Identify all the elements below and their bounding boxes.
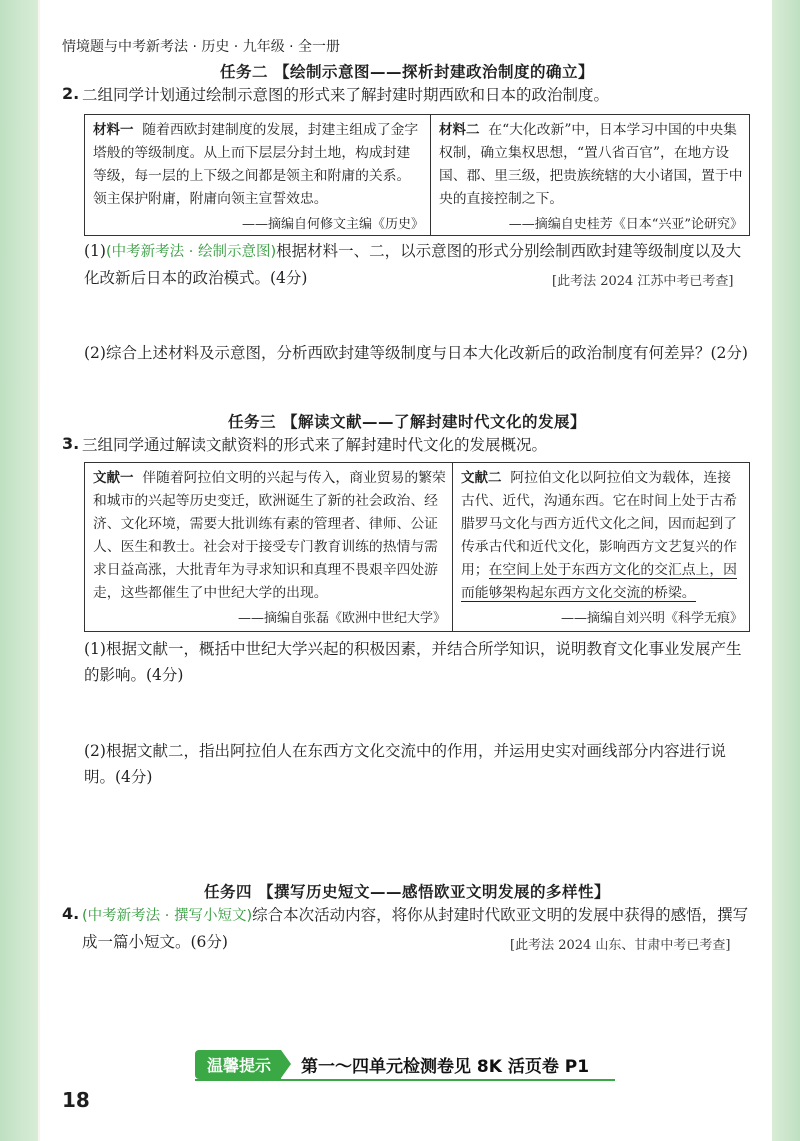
task4-title: 任务四 【撰写历史短文——感悟欧亚文明发展的多样性】	[204, 883, 610, 901]
document-2-underlined-text: 在空间上处于东西方文化的交汇点上，因而能够架构起东西方文化交流的桥梁。	[461, 562, 737, 601]
document-1	[85, 463, 453, 631]
document-box-task3	[84, 462, 750, 632]
task2-subquestion-2: (2)综合上述材料及示意图，分析西欧封建等级制度与日本大化改新后的政治制度有何差异？(2分)	[84, 344, 748, 362]
exam-note-shandong-gansu: [此考法 2024 山东、甘肃中考已考查]	[510, 938, 731, 953]
document-1-label: 文献一	[93, 470, 134, 486]
question-2-number: 2.	[62, 84, 80, 103]
task3-title: 任务三 【解读文献——了解封建时代文化的发展】	[228, 413, 586, 431]
document-1-text: 伴随着阿拉伯文明的兴起与传入，商业贸易的繁荣和城市的兴起等历史变迁，欧洲诞生了新的社会政治、经济、文化环境，需要大批训练有素的管理者、律师、公证人、医生和教士。社会对于接受专门教育训练的热情与需求日益高涨，大批青年为寻求知识和真理不畏艰辛四处游走，这些都催生了中世纪大学的出现。	[93, 470, 446, 601]
exam-note-jiangsu: [此考法 2024 江苏中考已考查]	[552, 274, 734, 289]
tip-underline	[195, 1079, 615, 1081]
tip-text: 第一～四单元检测卷见 8K 活页卷 P1	[301, 1057, 590, 1077]
left-margin-stripe	[0, 0, 38, 1141]
tip-badge: 温馨提示	[195, 1050, 281, 1079]
question-3-number: 3.	[62, 434, 80, 453]
question-4-number: 4.	[62, 904, 80, 923]
task2-sub1-number: (1)	[84, 242, 106, 260]
material-1-label: 材料一	[93, 122, 134, 138]
new-method-tag-essay: (中考新考法 · 撰写小短文)	[82, 908, 253, 924]
page-number: 18	[62, 1088, 90, 1112]
new-method-tag-diagram: (中考新考法 · 绘制示意图)	[105, 244, 277, 260]
document-1-source: ——摘编自张磊《欧洲中世纪大学》	[237, 611, 446, 626]
task3-subquestion-1: (1)根据文献一，概括中世纪大学兴起的积极因素，并结合所学知识，说明教育文化事业发展产生的影响。(4分)	[84, 640, 742, 684]
material-2-source: ——摘编自史桂芳《日本“兴亚”论研究》	[508, 217, 743, 232]
question-2-text: 二组同学计划通过绘制示意图的形式来了解封建时期西欧和日本的政治制度。	[82, 86, 610, 104]
document-2-source: ——摘编自刘兴明《科学无痕》	[560, 611, 743, 626]
question-4-text: 综合本次活动内容，将你从封建时代欧亚文明的发展中获得的感悟，撰写成一篇小短文。(6分)	[82, 906, 749, 951]
document-2	[453, 463, 749, 631]
material-2	[431, 115, 749, 235]
tip-banner	[195, 1050, 589, 1079]
material-2-label: 材料二	[439, 122, 480, 138]
material-1-source: ——摘编自何修文主编《历史》	[241, 217, 424, 232]
material-1	[85, 115, 431, 235]
task2-sub1-text: 根据材料一、二，以示意图的形式分别绘制西欧封建等级制度以及大化改新后日本的政治模式。(4分)	[84, 242, 742, 287]
question-3-text: 三组同学通过解读文献资料的形式来了解封建时代文化的发展概况。	[82, 436, 548, 454]
material-1-text: 随着西欧封建制度的发展，封建主组成了金字塔般的等级制度。从上而下层层分封土地，构成封建等级，每一层的上下级之间都是领主和附庸的关系。领主保护附庸，附庸向领主宣誓效忠。	[93, 122, 419, 207]
material-box-task2	[84, 114, 750, 236]
running-header: 情境题与中考新考法 · 历史 · 九年级 · 全一册	[62, 39, 341, 55]
material-2-text: 在“大化改新”中，日本学习中国的中央集权制，确立集权思想，“置八省百官”，在地方设国、郡、里三级，把贵族统辖的大小诸国，置于中央的直接控制之下。	[439, 122, 743, 207]
document-2-label: 文献二	[461, 470, 502, 486]
document-2-text: 阿拉伯文化以阿拉伯文为载体，连接古代、近代，沟通东西。它在时间上处于古希腊罗马文化与西方近代文化之间，因而起到了传承古代和近代文化，影响西方文艺复兴的作用；	[461, 470, 737, 578]
task3-subquestion-2: (2)根据文献二，指出阿拉伯人在东西方文化交流中的作用，并运用史实对画线部分内容进行说明。(4分)	[84, 742, 726, 786]
task2-title: 任务二 【绘制示意图——探析封建政治制度的确立】	[220, 63, 594, 81]
right-margin-stripe	[772, 0, 800, 1141]
